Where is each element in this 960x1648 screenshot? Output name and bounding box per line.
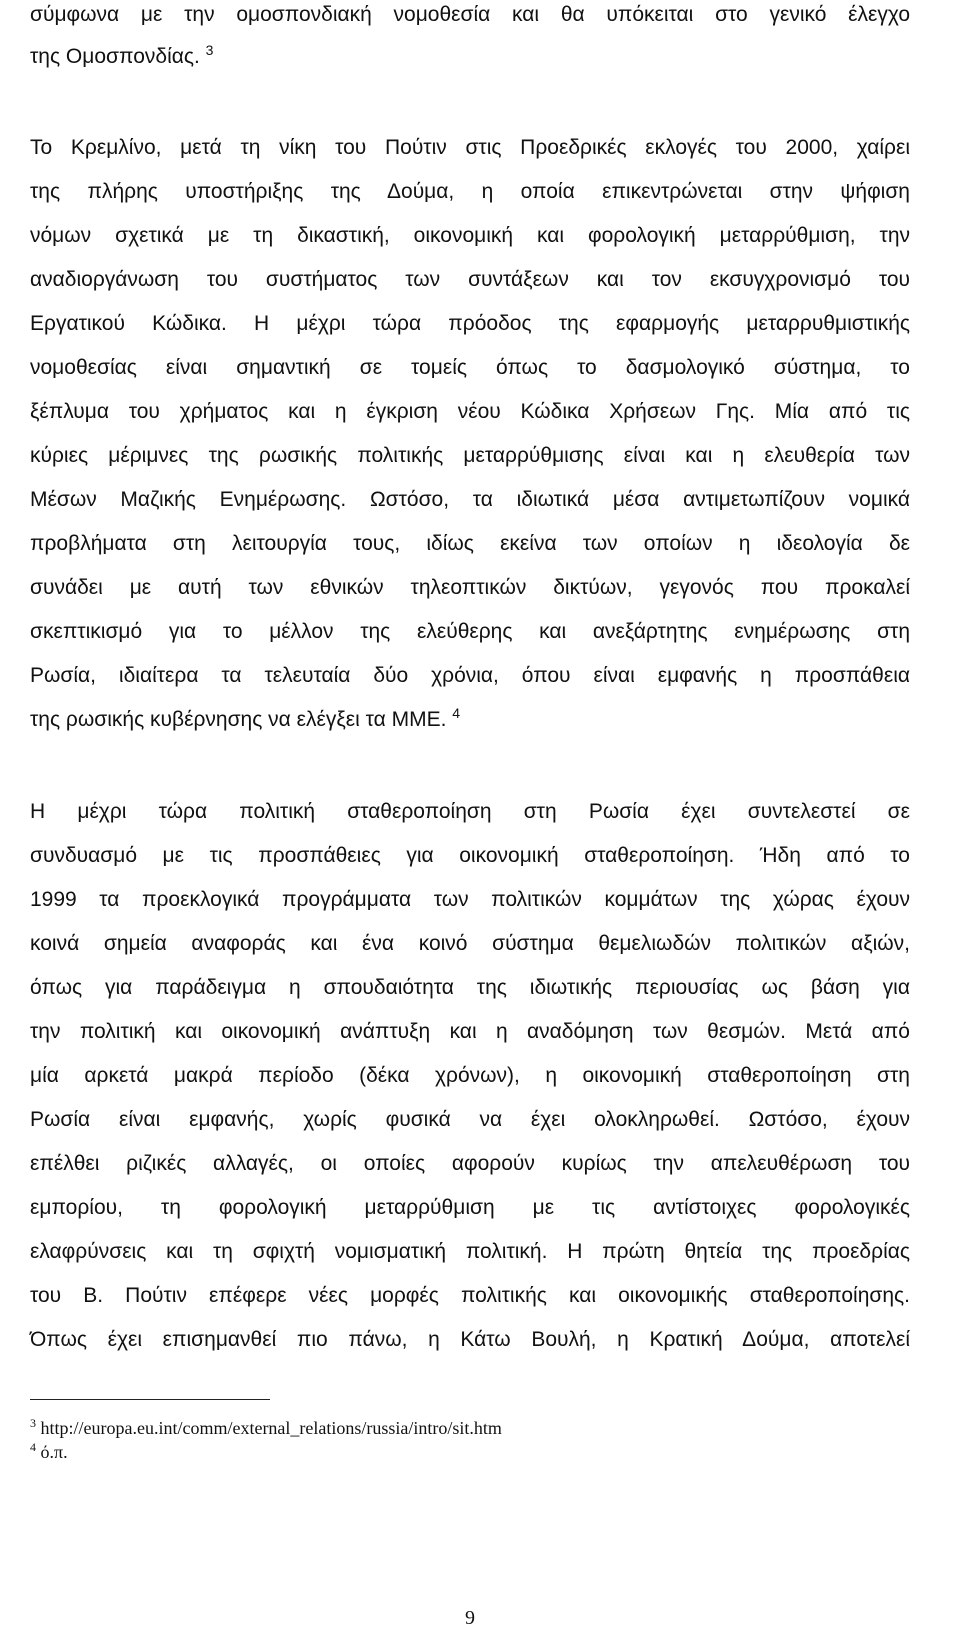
paragraph-3-line-12: του Β. Πούτιν επέφερε νέες μορφές πολιτικής και οικονομικής σταθεροποίησης. [30,1284,910,1307]
paragraph-3-line-4: κοινά σημεία αναφοράς και ένα κοινό σύστημα θεμελιωδών πολιτικών αξιών, [30,932,910,955]
paragraph-3-line-11: ελαφρύνσεις και τη σφιχτή νομισματική πολιτική. Η πρώτη θητεία της προεδρίας [30,1240,910,1263]
paragraph-2-line-8: κύριες μέριμνες της ρωσικής πολιτικής μεταρρύθμισης είναι και η ελευθερία των [30,444,910,467]
paragraph-3-line-1: Η μέχρι τώρα πολιτική σταθεροποίηση στη Ρωσία έχει συντελεστεί σε [30,800,910,823]
paragraph-2-line-10: προβλήματα στη λειτουργία τους, ιδίως εκείνα των οποίων η ιδεολογία δε [30,532,910,555]
paragraph-2-line-13: Ρωσία, ιδιαίτερα τα τελευταία δύο χρόνια, όπου είναι εμφανής η προσπάθεια [30,664,910,687]
paragraph-2-line-3: νόμων σχετικά με τη δικαστική, οικονομική και φορολογική μεταρρύθμιση, την [30,224,910,247]
footnote-3-link[interactable]: http://europa.eu.int/comm/external_relations/russia/intro/sit.htm [40,1418,502,1438]
footnote-4-text: ό.π. [40,1442,68,1462]
footnote-ref-3: 3 [205,42,214,58]
paragraph-2-line-2: της πλήρης υποστήριξης της Δούμα, η οποία επικεντρώνεται στην ψήφιση [30,180,910,203]
paragraph-2-line-4: αναδιοργάνωση του συστήματος των συντάξεων και τον εκσυγχρονισμό του [30,268,910,291]
paragraph-3-line-8: Ρωσία είναι εμφανής, χωρίς φυσικά να έχει ολοκληρωθεί. Ωστόσο, έχουν [30,1108,910,1131]
paragraph-2-line-9: Μέσων Μαζικής Ενημέρωσης. Ωστόσο, τα ιδιωτικά μέσα αντιμετωπίζουν νομικά [30,488,910,511]
paragraph-3-line-13: Όπως έχει επισημανθεί πιο πάνω, η Κάτω Βουλή, η Κρατική Δούμα, αποτελεί [30,1328,910,1351]
document-page [30,0,910,1648]
paragraph-2-line-12: σκεπτικισμό για το μέλλον της ελεύθερης και ανεξάρτητης ενημέρωσης στη [30,620,910,643]
paragraph-2-line-14: της ρωσικής κυβέρνησης να ελέγξει τα ΜΜΕ. $^4$ [30,705,461,731]
paragraph-2-line-5: Εργατικού Κώδικα. Η μέχρι τώρα πρόοδος της εφαρμογής μεταρρυθμιστικής [30,312,910,335]
paragraph-2-line-1: Το Κρεμλίνο, μετά τη νίκη του Πούτιν στις Προεδρικές εκλογές του 2000, χαίρει [30,136,910,159]
paragraph-2-line-11: συνάδει με αυτή των εθνικών τηλεοπτικών δικτύων, γεγονός που προκαλεί [30,576,910,599]
paragraph-2-line-7: ξέπλυμα του χρήματος και η έγκριση νέου Κώδικα Χρήσεων Γης. Μία από τις [30,400,910,423]
footnote-3 [30,1417,502,1439]
page-number: 9 [465,1607,475,1629]
paragraph-1-line-1: σύμφωνα με την ομοσπονδιακή νομοθεσία και θα υπόκειται στο γενικό έλεγχο [30,3,910,26]
paragraph-3-line-5: όπως για παράδειγμα η σπουδαιότητα της ιδιωτικής περιουσίας ως βάση για [30,976,910,999]
paragraph-3-line-2: συνδυασμό με τις προσπάθειες για οικονομική σταθεροποίηση. Ήδη από το [30,844,910,867]
paragraph-3-line-7: μία αρκετά μακρά περίοδο (δέκα χρόνων), η οικονομική σταθεροποίηση στη [30,1064,910,1087]
footnote-4 [30,1441,68,1463]
paragraph-3-line-10: εμπορίου, τη φορολογική μεταρρύθμιση με τις αντίστοιχες φορολογικές [30,1196,910,1219]
footnote-ref-4: 4 [452,705,461,721]
paragraph-2-line-6: νομοθεσίας είναι σημαντική σε τομείς όπως το δασμολογικό σύστημα, το [30,356,910,379]
paragraph-3-line-3: 1999 τα προεκλογικά προγράμματα των πολιτικών κομμάτων της χώρας έχουν [30,888,910,911]
paragraph-3-line-6: την πολιτική και οικονομική ανάπτυξη και η αναδόμηση των θεσμών. Μετά από [30,1020,910,1043]
footnote-3-number: 3 [30,1416,36,1430]
footnote-separator [30,1399,270,1400]
paragraph-3-line-9: επέλθει ριζικές αλλαγές, οι οποίες αφορούν κυρίως την απελευθέρωση του [30,1152,910,1175]
paragraph-1-line-2: της Ομοσπονδίας. $^3$ [30,42,214,68]
footnote-4-number: 4 [30,1440,36,1454]
